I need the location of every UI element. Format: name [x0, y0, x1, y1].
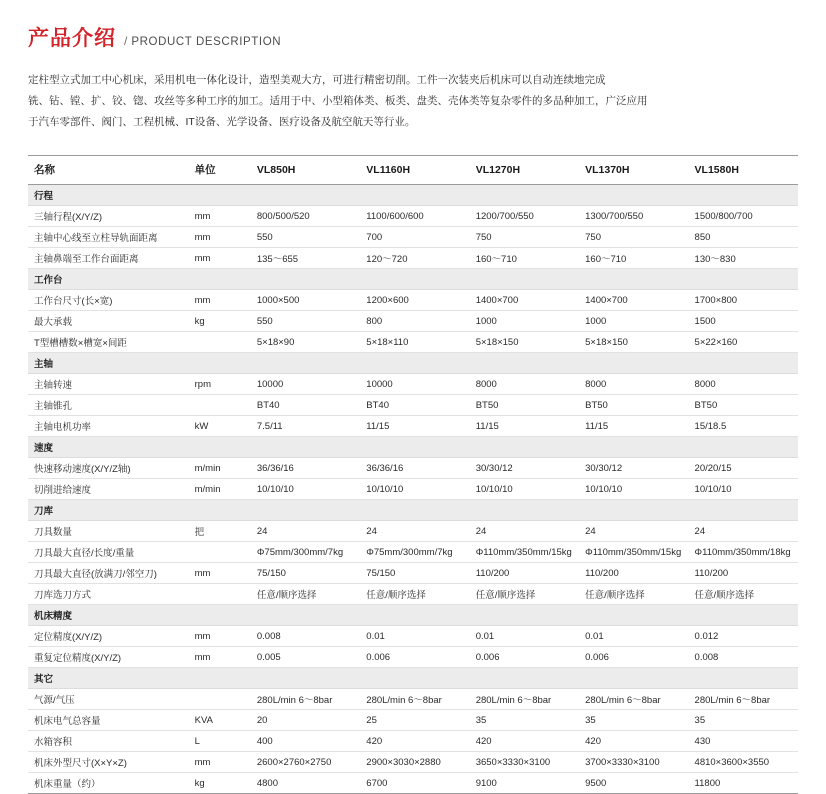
table-cell-value: 1000×500 — [251, 290, 360, 311]
table-cell-value: 280L/min 6～8bar — [360, 689, 469, 710]
table-cell-value: 11/15 — [470, 416, 579, 437]
table-cell-value: BT50 — [470, 395, 579, 416]
table-group-row — [28, 269, 798, 290]
table-group-label: 工作台 — [28, 269, 798, 290]
table-cell-value: 7.5/11 — [251, 416, 360, 437]
table-cell-value: 3650×3330×3100 — [470, 752, 579, 773]
table-group-label: 刀库 — [28, 500, 798, 521]
table-row — [28, 416, 798, 437]
page-title-cn: 产品介绍 — [28, 27, 116, 50]
table-cell-value: 35 — [470, 710, 579, 731]
table-cell-unit — [189, 542, 251, 563]
table-cell-value: 280L/min 6～8bar — [579, 689, 688, 710]
table-row — [28, 479, 798, 500]
table-cell-value: 1300/700/550 — [579, 206, 688, 227]
table-group-label: 其它 — [28, 668, 798, 689]
table-row — [28, 332, 798, 353]
table-cell-value: 1500/800/700 — [689, 206, 798, 227]
table-group-label: 机床精度 — [28, 605, 798, 626]
table-row — [28, 752, 798, 773]
intro-line-3: 于汽车零部件、阀门、工程机械、IT设备、光学设备、医疗设备及航空航天等行业。 — [28, 116, 416, 128]
table-cell-name: 主轴电机功率 — [28, 416, 189, 437]
table-cell-unit: mm — [189, 752, 251, 773]
table-row — [28, 227, 798, 248]
table-cell-value: 110/200 — [689, 563, 798, 584]
table-cell-value: 35 — [579, 710, 688, 731]
table-cell-unit: mm — [189, 647, 251, 668]
column-header-model-3: VL1270H — [470, 156, 579, 185]
table-cell-unit: m/min — [189, 479, 251, 500]
table-cell-value: 750 — [470, 227, 579, 248]
table-row — [28, 710, 798, 731]
table-row — [28, 626, 798, 647]
table-cell-value: 1000 — [470, 311, 579, 332]
table-cell-value: 2600×2760×2750 — [251, 752, 360, 773]
table-row — [28, 374, 798, 395]
table-cell-unit — [189, 584, 251, 605]
table-cell-name: 三轴行程(X/Y/Z) — [28, 206, 189, 227]
table-cell-value: 24 — [251, 521, 360, 542]
table-cell-value: 850 — [689, 227, 798, 248]
table-cell-value: 130～830 — [689, 248, 798, 269]
table-cell-name: 切削进给速度 — [28, 479, 189, 500]
table-cell-unit: mm — [189, 563, 251, 584]
table-cell-unit: kg — [189, 773, 251, 794]
table-row — [28, 521, 798, 542]
table-cell-unit: mm — [189, 626, 251, 647]
table-cell-value: 6700 — [360, 773, 469, 794]
table-group-row — [28, 437, 798, 458]
table-cell-value: 任意/顺序选择 — [689, 584, 798, 605]
table-cell-name: 刀库选刀方式 — [28, 584, 189, 605]
table-cell-value: 10/10/10 — [360, 479, 469, 500]
table-cell-unit: KVA — [189, 710, 251, 731]
table-cell-name: 机床外型尺寸(X×Y×Z) — [28, 752, 189, 773]
table-cell-value: 11/15 — [579, 416, 688, 437]
table-row — [28, 206, 798, 227]
table-cell-value: 160～710 — [470, 248, 579, 269]
table-cell-unit: m/min — [189, 458, 251, 479]
table-group-label: 主轴 — [28, 353, 798, 374]
table-cell-value: 280L/min 6～8bar — [251, 689, 360, 710]
table-cell-value: 700 — [360, 227, 469, 248]
table-cell-unit: 把 — [189, 521, 251, 542]
table-row — [28, 773, 798, 794]
table-cell-name: 机床重量（约） — [28, 773, 189, 794]
table-cell-value: 1500 — [689, 311, 798, 332]
table-cell-unit: mm — [189, 206, 251, 227]
table-cell-value: 15/18.5 — [689, 416, 798, 437]
table-cell-value: 5×18×150 — [579, 332, 688, 353]
table-cell-value: 400 — [251, 731, 360, 752]
table-group-label: 行程 — [28, 185, 798, 206]
table-group-row — [28, 353, 798, 374]
table-cell-value: 30/30/12 — [470, 458, 579, 479]
table-row — [28, 248, 798, 269]
table-cell-value: 任意/顺序选择 — [579, 584, 688, 605]
column-header-name: 名称 — [28, 156, 189, 185]
table-cell-name: 定位精度(X/Y/Z) — [28, 626, 189, 647]
table-cell-value: 24 — [579, 521, 688, 542]
table-cell-value: 24 — [360, 521, 469, 542]
table-cell-value: 11800 — [689, 773, 798, 794]
table-header-row — [28, 156, 798, 185]
table-cell-value: 0.008 — [251, 626, 360, 647]
table-group-row — [28, 185, 798, 206]
table-cell-value: 35 — [689, 710, 798, 731]
table-cell-unit: mm — [189, 227, 251, 248]
table-cell-unit: L — [189, 731, 251, 752]
table-row — [28, 584, 798, 605]
table-row — [28, 731, 798, 752]
table-cell-name: 工作台尺寸(长×宽) — [28, 290, 189, 311]
table-cell-value: 75/150 — [251, 563, 360, 584]
table-cell-value: 8000 — [470, 374, 579, 395]
table-cell-value: 36/36/16 — [251, 458, 360, 479]
table-cell-value: 0.01 — [360, 626, 469, 647]
table-cell-value: Φ75mm/300mm/7kg — [251, 542, 360, 563]
table-cell-value: 24 — [689, 521, 798, 542]
table-group-row — [28, 668, 798, 689]
table-cell-value: 420 — [579, 731, 688, 752]
table-cell-value: BT50 — [579, 395, 688, 416]
table-cell-name: 最大承载 — [28, 311, 189, 332]
table-cell-value: 1100/600/600 — [360, 206, 469, 227]
table-cell-value: 0.01 — [579, 626, 688, 647]
table-cell-name: 刀具最大直径/长度/重量 — [28, 542, 189, 563]
specification-table — [28, 155, 798, 794]
table-cell-name: 重复定位精度(X/Y/Z) — [28, 647, 189, 668]
table-cell-unit — [189, 689, 251, 710]
table-cell-value: 8000 — [579, 374, 688, 395]
table-cell-value: Φ75mm/300mm/7kg — [360, 542, 469, 563]
table-cell-value: BT40 — [360, 395, 469, 416]
table-cell-value: 0.005 — [251, 647, 360, 668]
table-cell-value: 4810×3600×3550 — [689, 752, 798, 773]
table-cell-value: 任意/顺序选择 — [251, 584, 360, 605]
intro-line-1: 定柱型立式加工中心机床，采用机电一体化设计，造型美观大方，可进行精密切削。工件一次装夹后机床可以自动连续地完成 — [28, 74, 606, 86]
table-cell-value: Φ110mm/350mm/18kg — [689, 542, 798, 563]
table-cell-value: 任意/顺序选择 — [470, 584, 579, 605]
page-header — [28, 0, 798, 52]
table-cell-value: 550 — [251, 227, 360, 248]
table-cell-name: 机床电气总容量 — [28, 710, 189, 731]
table-cell-name: 气源/气压 — [28, 689, 189, 710]
table-cell-value: 25 — [360, 710, 469, 731]
table-group-row — [28, 605, 798, 626]
table-cell-unit: mm — [189, 248, 251, 269]
table-cell-value: 3700×3330×3100 — [579, 752, 688, 773]
table-cell-name: 主轴转速 — [28, 374, 189, 395]
table-cell-value: 9100 — [470, 773, 579, 794]
table-group-row — [28, 500, 798, 521]
column-header-model-5: VL1580H — [689, 156, 798, 185]
table-cell-unit: rpm — [189, 374, 251, 395]
table-cell-value: 0.012 — [689, 626, 798, 647]
table-cell-value: 8000 — [689, 374, 798, 395]
table-cell-value: BT50 — [689, 395, 798, 416]
table-cell-value: 1000 — [579, 311, 688, 332]
table-cell-name: 主轴锥孔 — [28, 395, 189, 416]
table-cell-value: 5×18×90 — [251, 332, 360, 353]
table-cell-value: 11/15 — [360, 416, 469, 437]
table-cell-value: Φ110mm/350mm/15kg — [470, 542, 579, 563]
table-cell-value: 0.01 — [470, 626, 579, 647]
table-cell-value: 1200×600 — [360, 290, 469, 311]
table-row — [28, 311, 798, 332]
table-cell-unit: kW — [189, 416, 251, 437]
table-cell-value: 5×18×110 — [360, 332, 469, 353]
table-cell-value: 280L/min 6～8bar — [689, 689, 798, 710]
table-cell-value: 160～710 — [579, 248, 688, 269]
table-cell-value: BT40 — [251, 395, 360, 416]
table-cell-value: 550 — [251, 311, 360, 332]
table-cell-value: 36/36/16 — [360, 458, 469, 479]
table-row — [28, 458, 798, 479]
table-cell-value: 120～720 — [360, 248, 469, 269]
intro-paragraph — [28, 70, 798, 133]
table-cell-value: 10/10/10 — [689, 479, 798, 500]
table-body — [28, 185, 798, 794]
table-cell-value: 1400×700 — [579, 290, 688, 311]
table-cell-name: T型槽槽数×槽宽×间距 — [28, 332, 189, 353]
table-cell-value: 800/500/520 — [251, 206, 360, 227]
table-cell-value: 420 — [360, 731, 469, 752]
table-row — [28, 689, 798, 710]
table-cell-name: 刀具最大直径(放满刀/邻空刀) — [28, 563, 189, 584]
table-cell-unit — [189, 332, 251, 353]
column-header-unit: 单位 — [189, 156, 251, 185]
table-cell-value: 75/150 — [360, 563, 469, 584]
table-cell-value: 1700×800 — [689, 290, 798, 311]
table-cell-value: 4800 — [251, 773, 360, 794]
table-cell-value: 10000 — [360, 374, 469, 395]
table-cell-value: 110/200 — [470, 563, 579, 584]
table-cell-unit: kg — [189, 311, 251, 332]
table-cell-value: 20 — [251, 710, 360, 731]
table-cell-value: 280L/min 6～8bar — [470, 689, 579, 710]
table-cell-value: 5×22×160 — [689, 332, 798, 353]
table-row — [28, 542, 798, 563]
table-cell-value: 任意/顺序选择 — [360, 584, 469, 605]
table-cell-value: 800 — [360, 311, 469, 332]
table-row — [28, 395, 798, 416]
table-header — [28, 156, 798, 185]
table-cell-value: 430 — [689, 731, 798, 752]
column-header-model-1: VL850H — [251, 156, 360, 185]
table-cell-name: 水箱容积 — [28, 731, 189, 752]
table-cell-value: 750 — [579, 227, 688, 248]
table-cell-value: 10/10/10 — [251, 479, 360, 500]
table-cell-unit — [189, 395, 251, 416]
table-cell-value: 9500 — [579, 773, 688, 794]
table-cell-value: 1400×700 — [470, 290, 579, 311]
table-cell-value: 10/10/10 — [470, 479, 579, 500]
table-cell-value: 24 — [470, 521, 579, 542]
table-cell-value: 10000 — [251, 374, 360, 395]
table-cell-name: 主轴中心线至立柱导轨面距离 — [28, 227, 189, 248]
table-cell-value: Φ110mm/350mm/15kg — [579, 542, 688, 563]
table-cell-value: 1200/700/550 — [470, 206, 579, 227]
table-cell-name: 刀具数量 — [28, 521, 189, 542]
table-row — [28, 647, 798, 668]
table-cell-value: 110/200 — [579, 563, 688, 584]
page-title-en: PRODUCT DESCRIPTION — [131, 36, 282, 48]
table-cell-value: 20/20/15 — [689, 458, 798, 479]
intro-line-2: 铣、钻、镗、扩、铰、锪、攻丝等多种工序的加工。适用于中、小型箱体类、板类、盘类、壳体类等复杂零件的多品种加工，广泛应用 — [28, 95, 648, 107]
table-row — [28, 290, 798, 311]
table-cell-value: 420 — [470, 731, 579, 752]
table-cell-name: 主轴鼻端至工作台面距离 — [28, 248, 189, 269]
table-cell-value: 2900×3030×2880 — [360, 752, 469, 773]
table-cell-value: 30/30/12 — [579, 458, 688, 479]
table-cell-value: 5×18×150 — [470, 332, 579, 353]
table-cell-value: 0.006 — [360, 647, 469, 668]
table-cell-value: 10/10/10 — [579, 479, 688, 500]
title-separator: / — [124, 34, 128, 48]
table-cell-value: 135～655 — [251, 248, 360, 269]
table-cell-unit: mm — [189, 290, 251, 311]
table-cell-name: 快速移动速度(X/Y/Z轴) — [28, 458, 189, 479]
table-cell-value: 0.006 — [579, 647, 688, 668]
table-row — [28, 563, 798, 584]
table-group-label: 速度 — [28, 437, 798, 458]
table-cell-value: 0.006 — [470, 647, 579, 668]
column-header-model-2: VL1160H — [360, 156, 469, 185]
column-header-model-4: VL1370H — [579, 156, 688, 185]
table-cell-value: 0.008 — [689, 647, 798, 668]
